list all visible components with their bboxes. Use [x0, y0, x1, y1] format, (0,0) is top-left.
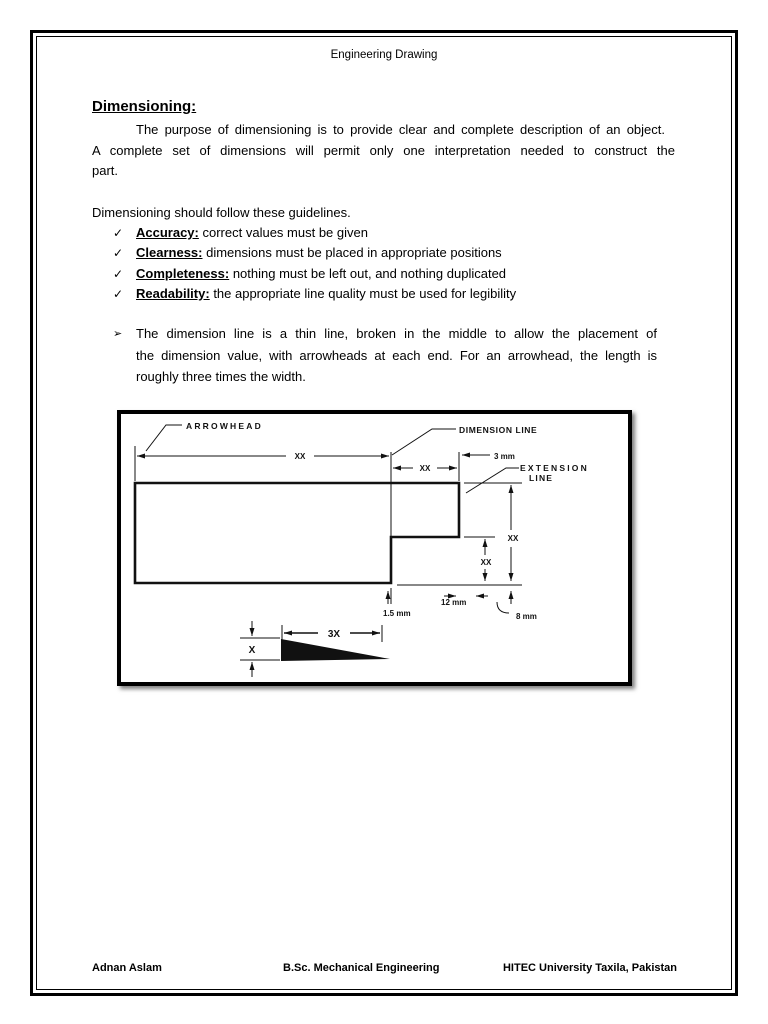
dimension-line-leader [392, 429, 456, 455]
guideline-item-clearness [92, 243, 675, 263]
check-icon [113, 223, 123, 243]
bullet-line: the dimension value, with arrowheads at each end. For an arrowhead, the length is [136, 347, 657, 363]
arrowhead-leader [146, 425, 182, 451]
dimensioning-drawing [121, 414, 628, 682]
check-icon [113, 284, 123, 304]
page-header: Engineering Drawing [330, 49, 438, 61]
footer-author: Adnan Aslam [92, 962, 162, 974]
arrowhead-wedge [281, 639, 390, 661]
arrowhead-label: ARROWHEAD [186, 421, 263, 431]
guideline-text: nothing must be left out, and nothing duplicated [232, 265, 507, 281]
guideline-label: Readability: [136, 285, 210, 301]
paragraph-line: The purpose of dimensioning is to provide clear and complete description of an object. [136, 122, 665, 137]
dimension-line-label: DIMENSION LINE [459, 425, 538, 435]
dimension-value-total-height: XX [507, 534, 519, 543]
paragraph-line: A complete set of dimensions will permit only one interpretation needed to construct the [92, 142, 675, 158]
gap-1-5mm-label: 1.5 mm [383, 609, 411, 618]
guideline-label: Clearness: [136, 245, 203, 261]
part-outline [135, 483, 459, 583]
gap-8mm-hook [497, 602, 509, 613]
guideline-item-readability [92, 284, 675, 304]
bullet-line: The dimension line is a thin line, broken in the middle to allow the placement of [136, 326, 657, 341]
guideline-item-completeness [92, 264, 675, 284]
guideline-label: Accuracy: [136, 225, 199, 240]
guideline-item-accuracy [92, 223, 675, 243]
gap-8mm-label: 8 mm [516, 612, 537, 621]
dimension-value-overall: XX [294, 452, 306, 461]
extension-line-label-1: EXTENSION [520, 463, 589, 473]
check-icon [113, 264, 123, 284]
arrowhead-length-label: 3X [327, 629, 341, 640]
gap-3mm-label: 3 mm [494, 452, 515, 461]
intro-paragraph [92, 120, 675, 182]
dimension-value-step-width: XX [419, 464, 431, 473]
footer-program: B.Sc. Mechanical Engineering [283, 962, 440, 974]
guidelines-intro: Dimensioning should follow these guidelines. [92, 205, 351, 220]
paragraph-line: part. [92, 163, 119, 178]
footer-institution: HITEC University Taxila, Pakistan [502, 962, 677, 974]
arrowhead-width-label: X [248, 645, 256, 656]
bullet-line: roughly three times the width. [136, 369, 306, 384]
dimension-value-step-height: XX [480, 558, 492, 567]
extension-line-label-2: LINE [529, 473, 554, 483]
dimensioning-figure [117, 410, 632, 686]
check-icon [113, 243, 123, 263]
guideline-text: dimensions must be placed in appropriate positions [206, 245, 502, 261]
guideline-label: Completeness: [136, 265, 230, 281]
guideline-text: the appropriate line quality must be used for legibility [213, 285, 517, 301]
gap-12mm-label: 12 mm [441, 598, 467, 607]
dimension-line-bullet [92, 323, 657, 388]
arrow-bullet-icon [113, 323, 122, 345]
guideline-text: correct values must be given [202, 225, 368, 240]
guidelines-checklist [92, 223, 675, 304]
section-heading: Dimensioning: [92, 98, 197, 115]
